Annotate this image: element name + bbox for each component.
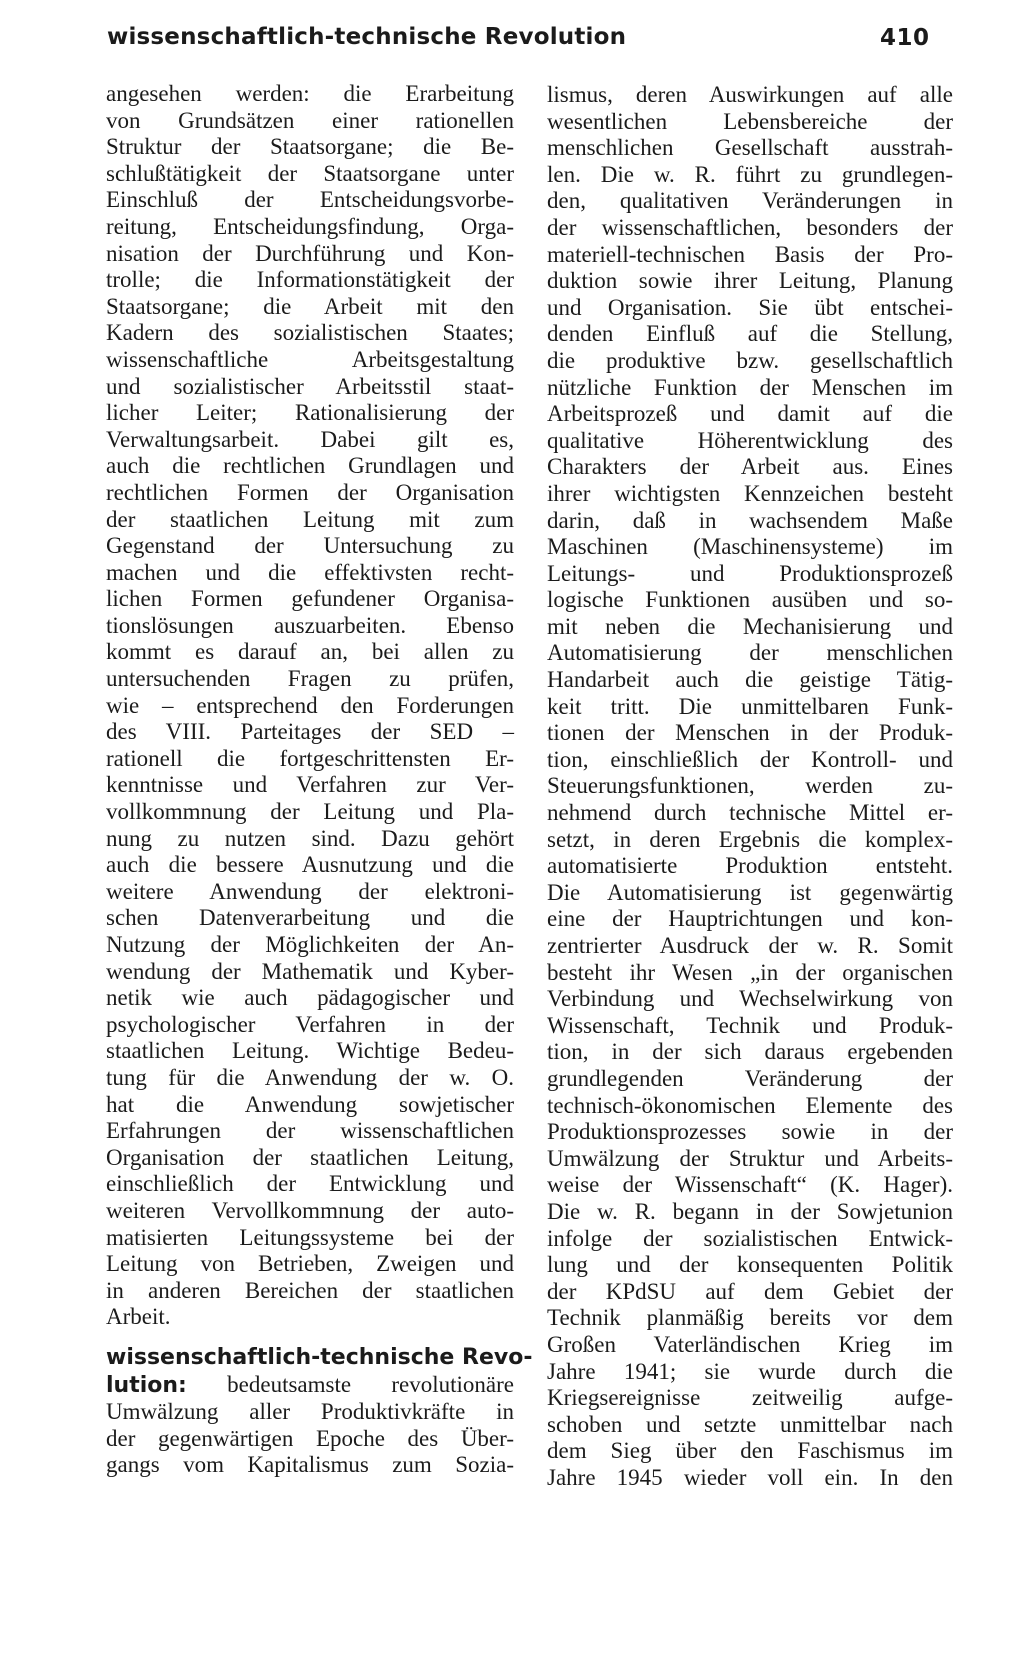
- text-line: tion, einschließlich der Kontroll- und: [547, 746, 953, 772]
- text-line: eine der Hauptrichtungen und kon-: [547, 906, 953, 932]
- text-line: Verwaltungsarbeit. Dabei gilt es,: [106, 426, 514, 452]
- text-line: Arbeit.: [106, 1304, 171, 1330]
- text-line: licher Leiter; Rationalisierung der: [106, 400, 514, 426]
- text-line: wie – entsprechend den Forderungen: [106, 692, 514, 718]
- running-header: wissenschaftlich-technische Revolution: [107, 24, 627, 50]
- text-line: Charakters der Arbeit aus. Eines: [547, 454, 953, 480]
- text-line: setzt, in deren Ergebnis die komplex-: [547, 826, 953, 852]
- text-line: kommt es darauf an, bei allen zu: [106, 639, 514, 665]
- text-line: netik wie auch pädagogischer und: [106, 985, 514, 1011]
- text-line: menschlichen Gesellschaft ausstrah-: [547, 135, 953, 161]
- text-line: qualitative Höherentwicklung des: [547, 427, 953, 453]
- text-line: besteht ihr Wesen „in der organischen: [547, 959, 953, 985]
- text-line: Leitungs- und Produktionsprozeß: [547, 560, 953, 586]
- text-line: materiell-technischen Basis der Pro-: [547, 241, 953, 267]
- text-line: Kriegsereignisse zeitweilig aufge-: [547, 1385, 953, 1411]
- text-line: nützliche Funktion der Menschen im: [547, 374, 953, 400]
- text-line: Struktur der Staatsorgane; die Be-: [106, 134, 514, 160]
- text-line: lichen Formen gefundener Organisa-: [106, 586, 514, 612]
- text-line: wissenschaftliche Arbeitsgestaltung: [106, 346, 514, 372]
- entry-definition-start: bedeutsamste revolutionäre: [227, 1371, 514, 1397]
- text-line: Maschinen (Maschinensysteme) im: [547, 534, 953, 560]
- text-line: Die Automatisierung ist gegenwärtig: [547, 879, 953, 905]
- text-line: von Grundsätzen einer rationellen: [106, 107, 514, 133]
- text-line: Handarbeit auch die geistige Tätig-: [547, 667, 953, 693]
- text-line: Arbeitsprozeß und damit auf die: [547, 401, 953, 427]
- page-number: 410: [880, 25, 930, 51]
- text-line: nisation der Durchführung und Kon-: [106, 240, 514, 266]
- text-line: den, qualitativen Veränderungen in: [547, 188, 953, 214]
- text-line: Jahre 1941; sie wurde durch die: [547, 1358, 953, 1384]
- text-line: schoben und setzte unmittelbar nach: [547, 1411, 953, 1437]
- text-line: lismus, deren Auswirkungen auf alle: [547, 82, 953, 107]
- text-line: angesehen werden: die Erarbeitung: [106, 81, 514, 106]
- text-line: tionslösungen auszuarbeiten. Ebenso: [106, 612, 514, 638]
- text-line: und Organisation. Sie übt entschei-: [547, 294, 953, 320]
- text-line: dem Sieg über den Faschismus im: [547, 1438, 953, 1464]
- entry-headword-continuation: lution:: [106, 1372, 187, 1398]
- text-line: reitung, Entscheidungsfindung, Orga-: [106, 213, 514, 239]
- text-line: kenntnisse und Verfahren zur Ver-: [106, 772, 514, 798]
- text-line: keit tritt. Die unmittelbaren Funk-: [547, 693, 953, 719]
- text-line: der wissenschaftlichen, besonders der: [547, 214, 953, 240]
- right-text-column: [547, 82, 953, 1491]
- text-line: vollkommnung der Leitung und Pla-: [106, 799, 514, 825]
- text-line: Steuerungsfunktionen, werden zu-: [547, 773, 953, 799]
- text-line: der KPdSU auf dem Gebiet der: [547, 1278, 953, 1304]
- text-line: Jahre 1945 wieder voll ein. In den: [547, 1464, 953, 1490]
- text-line: Kadern des sozialistischen Staates;: [106, 320, 514, 346]
- text-line: Großen Vaterländischen Krieg im: [547, 1331, 953, 1357]
- text-line: Produktionsprozesses sowie in der: [547, 1119, 953, 1145]
- text-line: hat die Anwendung sowjetischer: [106, 1091, 514, 1117]
- text-line: Wissenschaft, Technik und Produk-: [547, 1012, 953, 1038]
- text-line: rationell die fortgeschrittensten Er-: [106, 745, 514, 771]
- text-line: matisierten Leitungssysteme bei der: [106, 1224, 514, 1250]
- text-line: len. Die w. R. führt zu grundlegen-: [547, 161, 953, 187]
- text-line: tionen der Menschen in der Produk-: [547, 720, 953, 746]
- text-line: tung für die Anwendung der w. O.: [106, 1064, 514, 1090]
- text-line: machen und die effektivsten recht-: [106, 559, 514, 585]
- text-line: logische Funktionen ausüben und so-: [547, 587, 953, 613]
- text-line: staatlichen Leitung. Wichtige Bedeu-: [106, 1038, 514, 1064]
- text-line: Automatisierung der menschlichen: [547, 640, 953, 666]
- text-line: der staatlichen Leitung mit zum: [106, 506, 514, 532]
- text-line: Staatsorgane; die Arbeit mit den: [106, 293, 514, 319]
- text-line: automatisierte Produktion entsteht.: [547, 853, 953, 879]
- text-line: trolle; die Informationstätigkeit der: [106, 267, 514, 293]
- text-line: Technik planmäßig bereits vor dem: [547, 1305, 953, 1331]
- text-line: Leitung von Betrieben, Zweigen und: [106, 1251, 514, 1277]
- text-line: mit neben die Mechanisierung und: [547, 613, 953, 639]
- text-line: wesentlichen Lebensbereiche der: [547, 108, 953, 134]
- entry-line: [106, 1344, 533, 1372]
- entry-line: Umwälzung aller Produktivkräfte in: [106, 1399, 514, 1425]
- entry-line: gangs vom Kapitalismus zum Sozia-: [106, 1452, 514, 1478]
- text-line: Gegenstand der Untersuchung zu: [106, 533, 514, 559]
- text-line: Nutzung der Möglichkeiten der An-: [106, 932, 514, 957]
- text-line: lung und der konsequenten Politik: [547, 1252, 953, 1278]
- text-line: nehmend durch technische Mittel er-: [547, 800, 953, 826]
- text-line: wendung der Mathematik und Kyber-: [106, 958, 514, 984]
- text-line: darin, daß in wachsendem Maße: [547, 507, 953, 533]
- text-line: grundlegenden Veränderung der: [547, 1065, 953, 1091]
- text-line: Die w. R. begann in der Sowjetunion: [547, 1198, 953, 1224]
- dictionary-entry: [106, 1344, 533, 1479]
- text-line: ihrer wichtigsten Kennzeichen besteht: [547, 480, 953, 506]
- text-line: Erfahrungen der wissenschaftlichen: [106, 1118, 514, 1144]
- text-line: Verbindung und Wechselwirkung von: [547, 986, 953, 1012]
- text-line: des VIII. Parteitages der SED –: [106, 719, 514, 745]
- text-line: technisch-ökonomischen Elemente des: [547, 1092, 953, 1118]
- text-line: in anderen Bereichen der staatlichen: [106, 1277, 514, 1303]
- text-line: die produktive bzw. gesellschaftlich: [547, 347, 953, 373]
- entry-headword: wissenschaftlich-technische Revo-: [106, 1345, 533, 1370]
- text-line: Umwälzung der Struktur und Arbeits-: [547, 1145, 953, 1171]
- text-line: einschließlich der Entwicklung und: [106, 1171, 514, 1197]
- text-line: nung zu nutzen sind. Dazu gehört: [106, 825, 514, 851]
- text-line: duktion sowie ihrer Leitung, Planung: [547, 268, 953, 294]
- text-line: weiteren Vervollkommnung der auto-: [106, 1197, 514, 1223]
- entry-line: [106, 1372, 514, 1400]
- text-line: Einschluß der Entscheidungsvorbe-: [106, 187, 514, 213]
- text-line: weise der Wissenschaft“ (K. Hager).: [547, 1172, 953, 1198]
- text-line: psychologischer Verfahren in der: [106, 1011, 514, 1037]
- text-line: auch die bessere Ausnutzung und die: [106, 852, 514, 878]
- text-line: tion, in der sich daraus ergebenden: [547, 1039, 953, 1065]
- text-line: Organisation der staatlichen Leitung,: [106, 1144, 514, 1170]
- text-line: auch die rechtlichen Grundlagen und: [106, 453, 514, 479]
- entry-line: der gegenwärtigen Epoche des Über-: [106, 1425, 514, 1451]
- text-line: schlußtätigkeit der Staatsorgane unter: [106, 160, 514, 186]
- text-line: untersuchenden Fragen zu prüfen,: [106, 666, 514, 692]
- text-line: infolge der sozialistischen Entwick-: [547, 1225, 953, 1251]
- text-line: und sozialistischer Arbeitsstil staat-: [106, 373, 514, 399]
- left-text-column: [106, 81, 514, 1331]
- text-line: zentrierter Ausdruck der w. R. Somit: [547, 933, 953, 958]
- text-line: schen Datenverarbeitung und die: [106, 905, 514, 931]
- text-line: rechtlichen Formen der Organisation: [106, 479, 514, 505]
- text-line: denden Einfluß auf die Stellung,: [547, 321, 953, 347]
- text-line: weitere Anwendung der elektroni-: [106, 878, 514, 904]
